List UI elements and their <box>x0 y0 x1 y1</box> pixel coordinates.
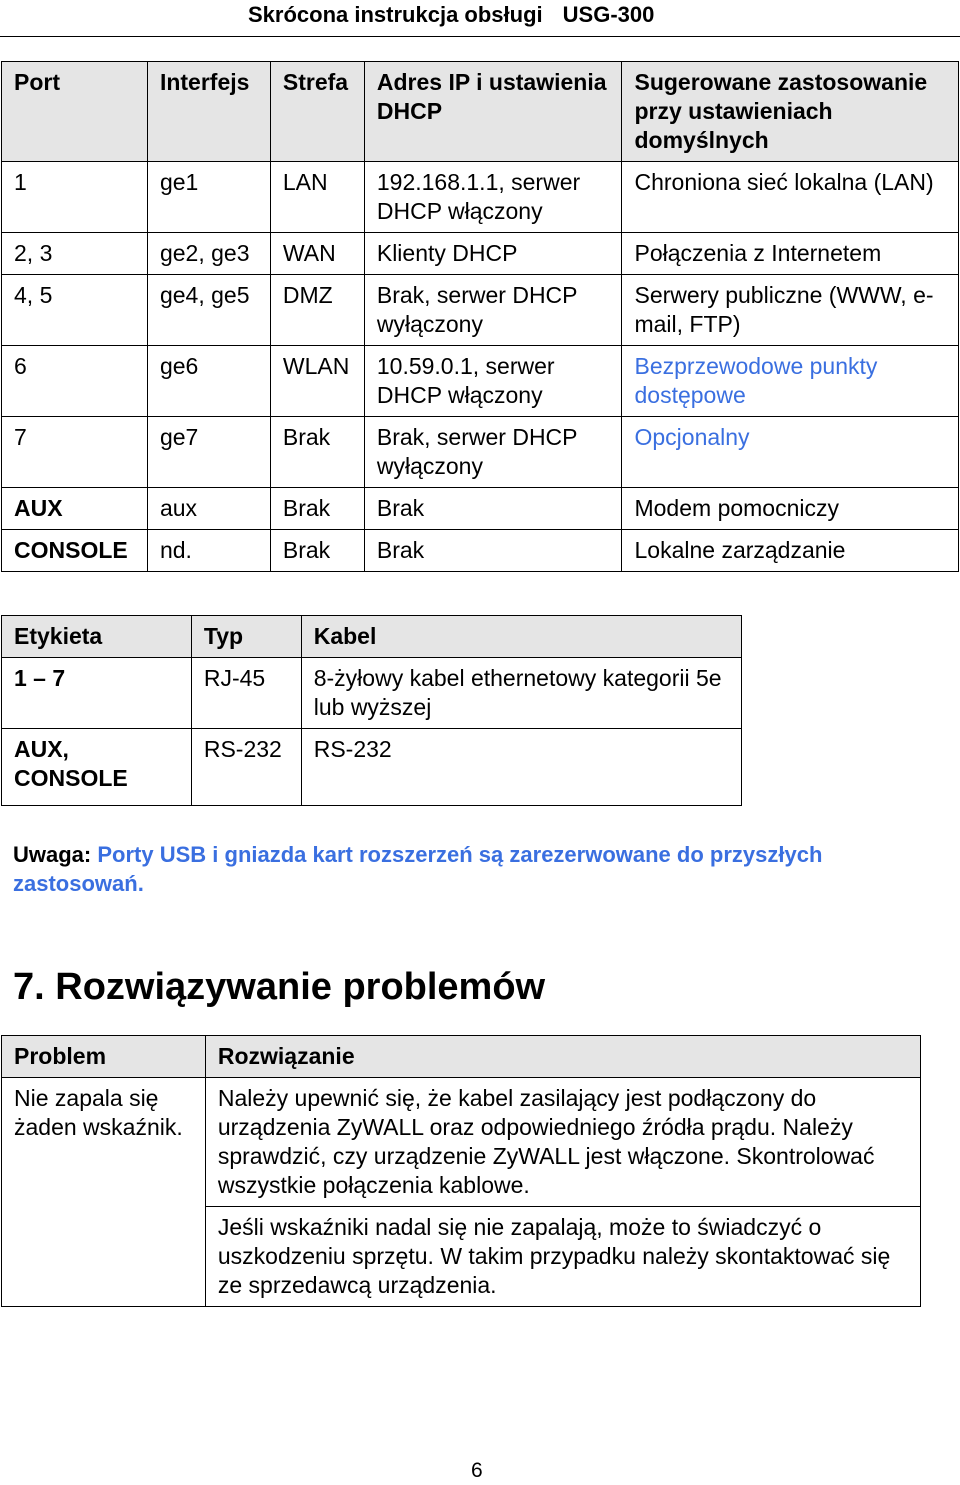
cable-cell: 8-żyłowy kabel ethernetowy kategorii 5e lub wyższej <box>301 658 741 729</box>
table-row <box>2 488 959 530</box>
label-cell: AUX, CONSOLE <box>2 729 192 806</box>
ip-cell: 192.168.1.1, serwer DHCP włączony <box>364 162 622 233</box>
ip-cell: Klienty DHCP <box>364 233 622 275</box>
ports-header-row <box>2 62 959 162</box>
page-header <box>248 2 654 28</box>
problems-header-cell: Rozwiązanie <box>205 1036 920 1078</box>
table-row <box>2 275 959 346</box>
ports-header-cell: Port <box>2 62 148 162</box>
table-row <box>2 530 959 572</box>
interface-cell: aux <box>147 488 270 530</box>
port-cell: 7 <box>2 417 148 488</box>
zone-cell: Brak <box>270 530 364 572</box>
usage-cell: Połączenia z Internetem <box>622 233 959 275</box>
labels-header-cell: Kabel <box>301 616 741 658</box>
problems-header-row <box>2 1036 921 1078</box>
page-number: 6 <box>471 1459 483 1482</box>
ip-cell: Brak, serwer DHCP wyłączony <box>364 275 622 346</box>
usage-cell: Opcjonalny <box>622 417 959 488</box>
interface-cell: ge4, ge5 <box>147 275 270 346</box>
zone-cell: Brak <box>270 488 364 530</box>
ports-header-cell: Adres IP i ustawienia DHCP <box>364 62 622 162</box>
solution-cell: Jeśli wskaźniki nadal się nie zapalają, może to świadczyć o uszkodzeniu sprzętu. W takim przypadku należy skontaktować się ze sprzedawcą urządzenia. <box>205 1207 920 1307</box>
header-model: USG-300 <box>562 2 655 27</box>
table-row <box>2 346 959 417</box>
troubleshooting-table <box>1 1035 921 1307</box>
section-heading: 7. Rozwiązywanie problemów <box>13 966 546 1008</box>
usage-cell: Lokalne zarządzanie <box>622 530 959 572</box>
cable-cell: RS-232 <box>301 729 741 806</box>
problems-header-cell: Problem <box>2 1036 206 1078</box>
label-cell: 1 – 7 <box>2 658 192 729</box>
ports-header-cell: Interfejs <box>147 62 270 162</box>
usb-note <box>13 840 953 898</box>
labels-header-cell: Etykieta <box>2 616 192 658</box>
type-cell: RS-232 <box>191 729 301 806</box>
interface-cell: ge2, ge3 <box>147 233 270 275</box>
table-row <box>2 233 959 275</box>
interface-cell: ge7 <box>147 417 270 488</box>
zone-cell: WLAN <box>270 346 364 417</box>
usage-cell: Chroniona sieć lokalna (LAN) <box>622 162 959 233</box>
port-cell: 2, 3 <box>2 233 148 275</box>
header-divider <box>0 36 960 37</box>
usage-cell: Modem pomocniczy <box>622 488 959 530</box>
table-row <box>2 658 742 729</box>
ip-cell: Brak <box>364 488 622 530</box>
zone-cell: Brak <box>270 417 364 488</box>
ports-header-cell: Strefa <box>270 62 364 162</box>
ip-cell: Brak <box>364 530 622 572</box>
ports-header-cell: Sugerowane zastosowanie przy ustawieniach domyślnych <box>622 62 959 162</box>
labels-header-cell: Typ <box>191 616 301 658</box>
ports-table <box>1 61 959 572</box>
port-cell: AUX <box>2 488 148 530</box>
table-row <box>2 162 959 233</box>
table-row <box>2 1078 921 1207</box>
solution-cell: Należy upewnić się, że kabel zasilający jest podłączony do urządzenia ZyWALL oraz odpowiedniego źródła prądu. Należy sprawdzić, czy urządzenie ZyWALL jest włączone. Skontrolować wszystkie połączenia kablowe. <box>205 1078 920 1207</box>
port-cell: CONSOLE <box>2 530 148 572</box>
note-text: Porty USB i gniazda kart rozszerzeń są zarezerwowane do przyszłych zastosowań. <box>13 842 823 896</box>
interface-cell: ge1 <box>147 162 270 233</box>
header-title: Skrócona instrukcja obsługi <box>248 2 543 27</box>
port-cell: 4, 5 <box>2 275 148 346</box>
ip-cell: Brak, serwer DHCP wyłączony <box>364 417 622 488</box>
zone-cell: LAN <box>270 162 364 233</box>
table-row <box>2 417 959 488</box>
usage-cell: Bezprzewodowe punkty dostępowe <box>622 346 959 417</box>
interface-cell: ge6 <box>147 346 270 417</box>
note-label: Uwaga: <box>13 842 92 867</box>
usage-cell: Serwery publiczne (WWW, e-mail, FTP) <box>622 275 959 346</box>
type-cell: RJ-45 <box>191 658 301 729</box>
port-cell: 6 <box>2 346 148 417</box>
labels-table <box>1 615 742 806</box>
ip-cell: 10.59.0.1, serwer DHCP włączony <box>364 346 622 417</box>
table-row <box>2 729 742 806</box>
interface-cell: nd. <box>147 530 270 572</box>
port-cell: 1 <box>2 162 148 233</box>
labels-header-row <box>2 616 742 658</box>
zone-cell: DMZ <box>270 275 364 346</box>
zone-cell: WAN <box>270 233 364 275</box>
problem-cell: Nie zapala się żaden wskaźnik. <box>2 1078 206 1307</box>
